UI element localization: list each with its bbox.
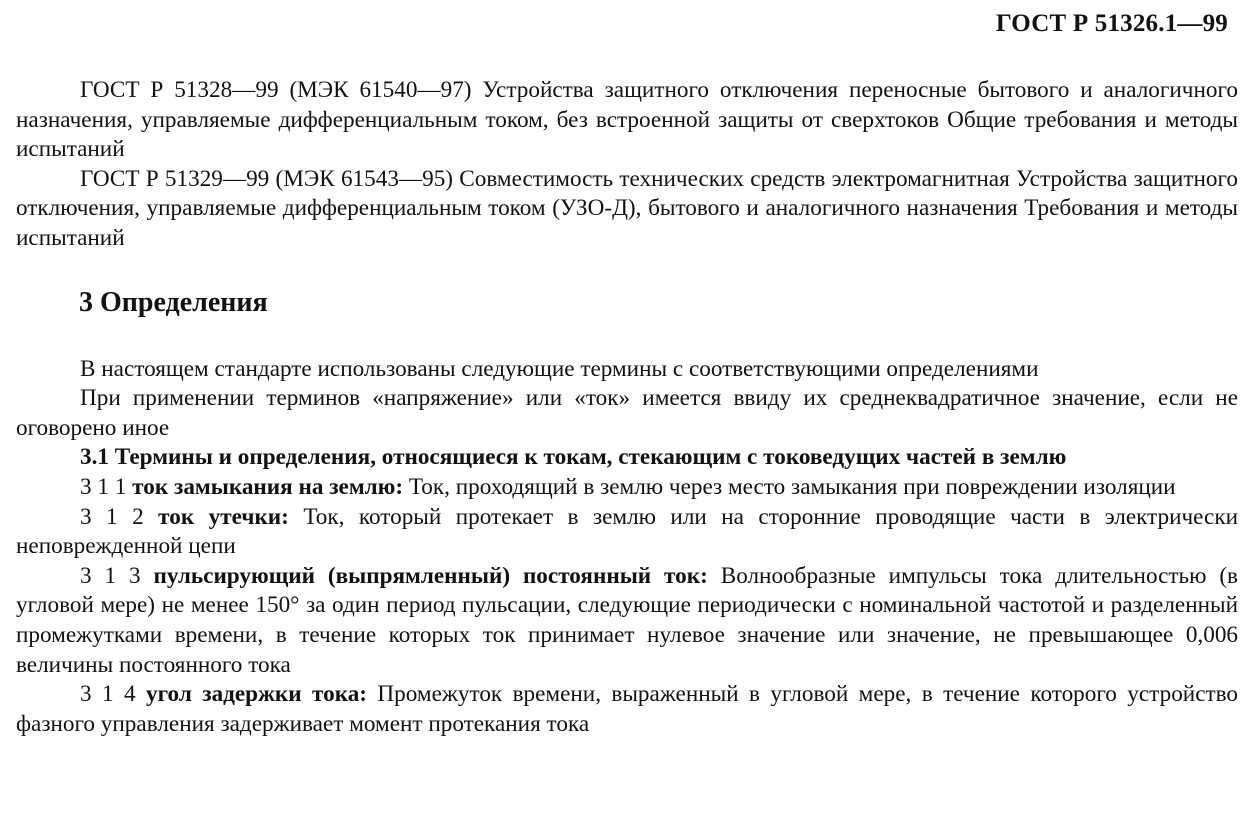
definition-term: угол задержки тока: [146,681,368,708]
definition-paragraph [16,503,1238,562]
section-heading: 3 Определения [79,286,268,318]
intro-paragraph: При применении терминов «напряжение» или «ток» имеется ввиду их среднеквадратичное значение, если не оговорено иное [16,385,1238,441]
definition-text: Ток, проходящий в землю через место замыкания при повреждении изоляции [408,473,1176,500]
definition-number: 3 1 2 [80,503,144,530]
definition-term: ток замыкания на землю: [132,473,404,500]
definition-term: пульсирующий (выпрямленный) постоянный ток: [153,562,708,589]
definition-paragraph [16,562,1238,680]
document-number-header: ГОСТ Р 51326.1—99 [995,10,1228,37]
definition-number: 3 1 4 [80,681,136,708]
definition-paragraph [16,473,1238,503]
definition-text: Промежуток времени, выраженный в угловой мере, в течение которого устройство фазного управления задерживает момент протекания тока [16,681,1239,737]
definition-text: Ток, который протекает в землю или на сторонние проводящие части в электрически неповрежденной цепи [16,503,1239,560]
intro-paragraph: В настоящем стандарте использованы следующие термины с соответствующими определениями [80,355,1039,382]
document-body [16,76,1238,739]
definition-number: 3 1 3 [80,562,141,589]
subsection-heading: 3.1 Термины и определения, относящиеся к токам, стекающим с токоведущих частей в землю [80,444,1067,471]
reference-paragraph: ГОСТ Р 51329—99 (МЭК 61543—95) Совместимость технических средств электромагнитная Устройства защитного отключения, управляемые дифференциальным током (УЗО-Д), бытового и аналогичного назначения Требования и методы испытаний [16,165,1238,251]
definition-text: Волнообразные импульсы тока длительностью (в угловой мере) не менее 150° за один период пульсации, следующие периодически с номинальной частотой и разделенный промежутками времени, в течение которых ток принимает нулевое значение или значение, не превышающее 0,006 величины постоянного тока [16,562,1239,678]
definition-number: 3 1 1 [80,473,127,500]
definition-paragraph [16,680,1238,739]
reference-paragraph: ГОСТ Р 51328—99 (МЭК 61540—97) Устройства защитного отключения переносные бытового и аналогичного назначения, управляемые дифференциальным током, без встроенной защиты от сверхтоков Общие требования и методы испытаний [16,77,1238,163]
definition-term: ток утечки: [158,503,289,530]
